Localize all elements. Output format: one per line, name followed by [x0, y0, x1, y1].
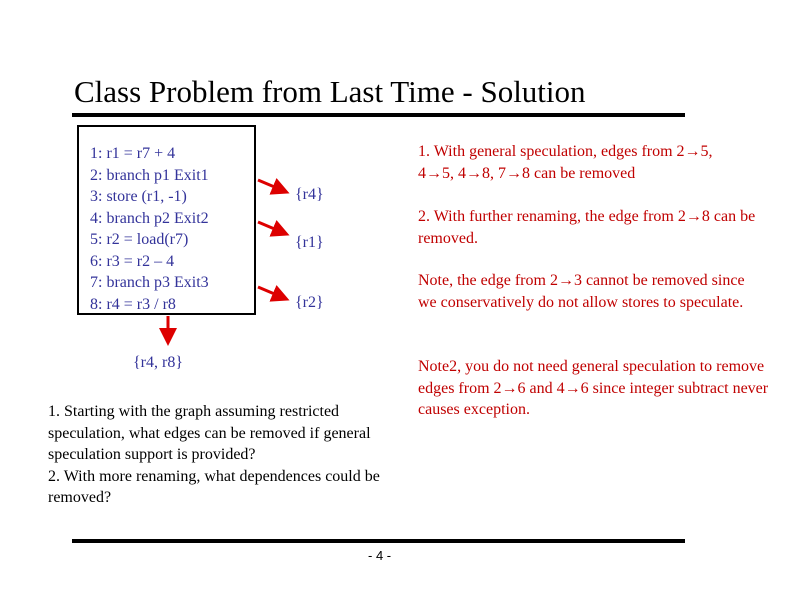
code-line: 2: branch p1 Exit1	[90, 166, 209, 184]
exit2-arrow	[258, 222, 284, 233]
slide-title: Class Problem from Last Time - Solution	[74, 74, 586, 109]
question-2: 2. With more renaming, what dependences could be removed?	[48, 467, 380, 506]
code-line: 7: branch p3 Exit3	[90, 274, 209, 291]
exit1-arrow	[258, 180, 284, 191]
code-line: 6: r3 = r2 – 4	[90, 252, 175, 270]
live-set-exit2: {r1}	[295, 234, 324, 251]
page-number: - 4 -	[368, 548, 392, 563]
code-line: 5: r2 = load(r7)	[90, 231, 189, 248]
code-line: 3: store (r1, -1)	[90, 188, 187, 205]
question-1: 1. Starting with the graph assuming restricted speculation, what edges can be removed if general speculation support is provided?	[48, 403, 371, 463]
code-line: 4: branch p2 Exit2	[90, 209, 209, 227]
footer-divider	[72, 539, 685, 543]
answer-1: 1. With general speculation, edges from 2→5, 4→5, 4→8, 7→8 can be removed	[418, 143, 713, 182]
note-2: Note2, you do not need general speculation to remove edges from 2→6 and 4→6 since integer subtract never causes exception.	[418, 358, 769, 418]
answer-2: 2. With further renaming, the edge from 2→8 can be removed.	[418, 208, 756, 247]
live-set-exit1: {r4}	[295, 186, 324, 203]
exit3-arrow	[258, 287, 284, 298]
question-text	[48, 401, 418, 509]
code-line: 8: r4 = r3 / r8	[90, 295, 176, 313]
note-1: Note, the edge from 2→3 cannot be removed since we conservatively do not allow stores to speculate.	[418, 272, 745, 311]
code-line: 1: r1 = r7 + 4	[90, 145, 176, 162]
live-set-fallthrough: {r4, r8}	[133, 354, 184, 371]
live-set-exit3: {r2}	[295, 294, 324, 311]
